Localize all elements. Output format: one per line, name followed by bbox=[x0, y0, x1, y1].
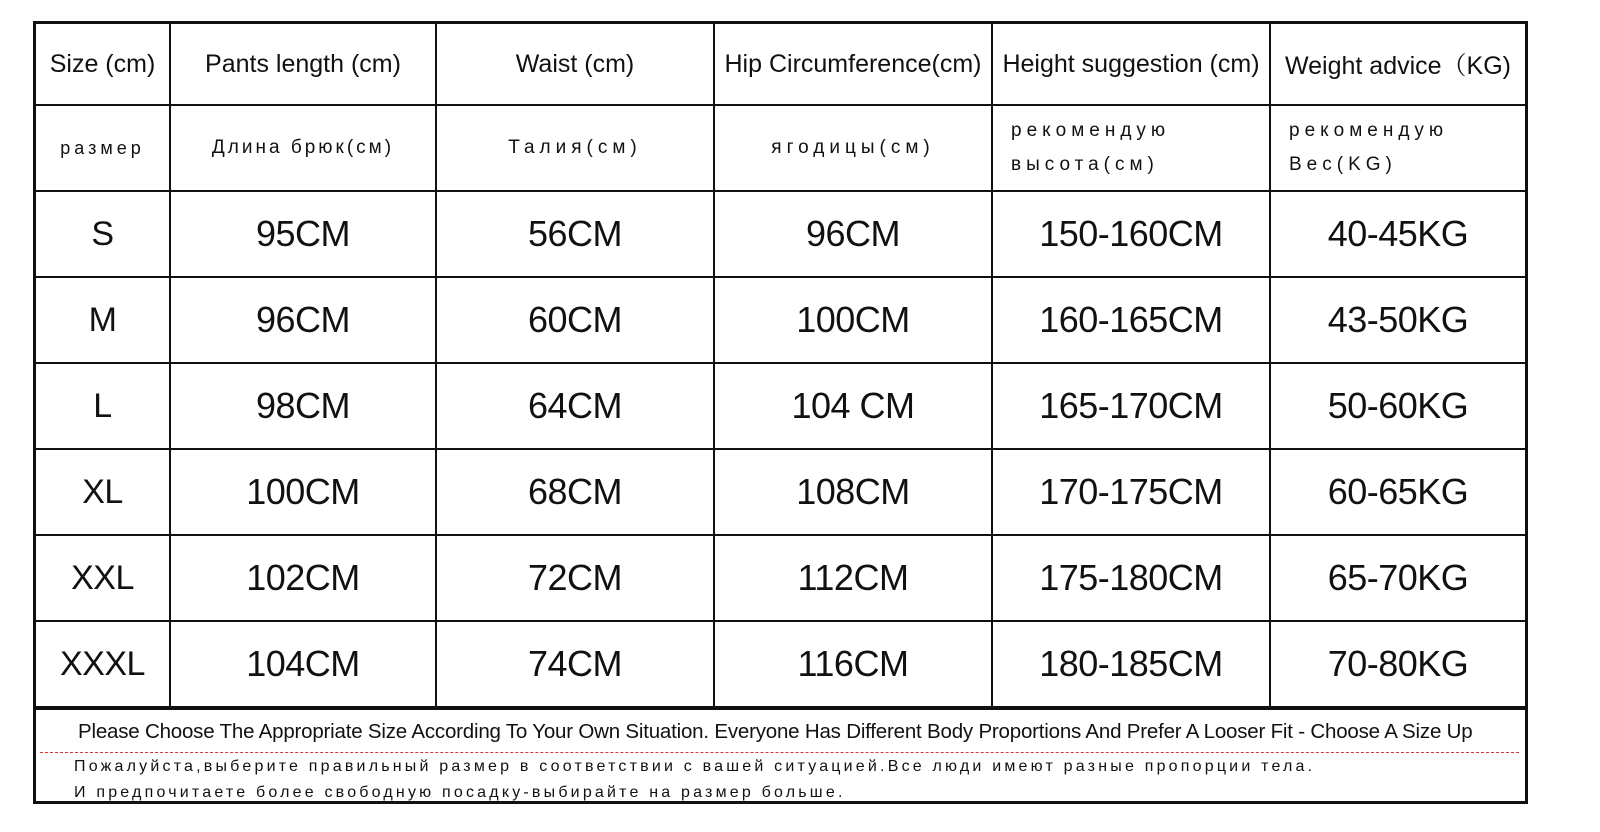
waist-cell: 72CM bbox=[436, 535, 714, 621]
hip-cell: 116CM bbox=[714, 621, 992, 707]
table-row bbox=[36, 621, 1525, 707]
size-chart bbox=[33, 21, 1528, 804]
header-size: Size (cm) bbox=[36, 24, 170, 105]
weight-cell: 50-60KG bbox=[1270, 363, 1525, 449]
waist-cell: 56CM bbox=[436, 191, 714, 277]
header-ru-weight-line1: рекомендую bbox=[1289, 120, 1449, 141]
size-cell: M bbox=[36, 277, 170, 363]
header-weight: Weight advice（KG) bbox=[1270, 24, 1525, 105]
header-waist: Waist (cm) bbox=[436, 24, 714, 105]
size-cell: XXXL bbox=[36, 621, 170, 707]
height-cell: 160-165CM bbox=[992, 277, 1270, 363]
pants-length-cell: 98CM bbox=[170, 363, 436, 449]
pants-length-cell: 102CM bbox=[170, 535, 436, 621]
hip-cell: 108CM bbox=[714, 449, 992, 535]
table-row bbox=[36, 535, 1525, 621]
height-cell: 175-180CM bbox=[992, 535, 1270, 621]
header-ru-height-line2: высота(см) bbox=[1011, 154, 1159, 175]
pants-length-cell: 95CM bbox=[170, 191, 436, 277]
pants-length-cell: 104CM bbox=[170, 621, 436, 707]
size-cell: S bbox=[36, 191, 170, 277]
header-pants-length: Pants length (cm) bbox=[170, 24, 436, 105]
weight-cell: 70-80KG bbox=[1270, 621, 1525, 707]
header-row-english bbox=[36, 24, 1525, 105]
weight-cell: 40-45KG bbox=[1270, 191, 1525, 277]
dashed-divider bbox=[40, 752, 1519, 753]
table-row bbox=[36, 191, 1525, 277]
size-table bbox=[36, 24, 1525, 708]
header-ru-height bbox=[992, 105, 1270, 191]
note-russian-line1: Пожалуйста,выберите правильный размер в соответствии с вашей ситуацией.Все люди имеют разные пропорции тела. bbox=[74, 758, 1316, 775]
hip-cell: 112CM bbox=[714, 535, 992, 621]
header-ru-weight bbox=[1270, 105, 1525, 191]
weight-cell: 60-65KG bbox=[1270, 449, 1525, 535]
table-row bbox=[36, 363, 1525, 449]
height-cell: 180-185CM bbox=[992, 621, 1270, 707]
size-cell: XXL bbox=[36, 535, 170, 621]
hip-cell: 104 CM bbox=[714, 363, 992, 449]
waist-cell: 60CM bbox=[436, 277, 714, 363]
height-cell: 170-175CM bbox=[992, 449, 1270, 535]
height-cell: 165-170CM bbox=[992, 363, 1270, 449]
header-ru-weight-line2: Вес(KG) bbox=[1289, 154, 1397, 175]
hip-cell: 100CM bbox=[714, 277, 992, 363]
header-hip: Hip Circumference(cm) bbox=[714, 24, 992, 105]
weight-cell: 43-50KG bbox=[1270, 277, 1525, 363]
header-ru-waist: Талия(см) bbox=[436, 105, 714, 191]
weight-cell: 65-70KG bbox=[1270, 535, 1525, 621]
header-ru-height-line1: рекомендую bbox=[1011, 120, 1171, 141]
waist-cell: 74CM bbox=[436, 621, 714, 707]
table-row bbox=[36, 277, 1525, 363]
pants-length-cell: 96CM bbox=[170, 277, 436, 363]
waist-cell: 68CM bbox=[436, 449, 714, 535]
pants-length-cell: 100CM bbox=[170, 449, 436, 535]
header-row-russian bbox=[36, 105, 1525, 191]
note-russian-line2: И предпочитаете более свободную посадку-выбирайте на размер больше. bbox=[74, 784, 846, 801]
header-ru-hip: ягодицы(см) bbox=[714, 105, 992, 191]
hip-cell: 96CM bbox=[714, 191, 992, 277]
header-ru-length: Длина брюк(см) bbox=[170, 105, 436, 191]
header-ru-size: размер bbox=[36, 105, 170, 191]
footer-notes bbox=[36, 708, 1525, 803]
header-height: Height suggestion (cm) bbox=[992, 24, 1270, 105]
note-english: Please Choose The Appropriate Size According To Your Own Situation. Everyone Has Different Body Proportions And Prefer A Looser Fit - Choose A Size Up bbox=[78, 720, 1473, 743]
size-cell: L bbox=[36, 363, 170, 449]
height-cell: 150-160CM bbox=[992, 191, 1270, 277]
waist-cell: 64CM bbox=[436, 363, 714, 449]
size-cell: XL bbox=[36, 449, 170, 535]
table-row bbox=[36, 449, 1525, 535]
